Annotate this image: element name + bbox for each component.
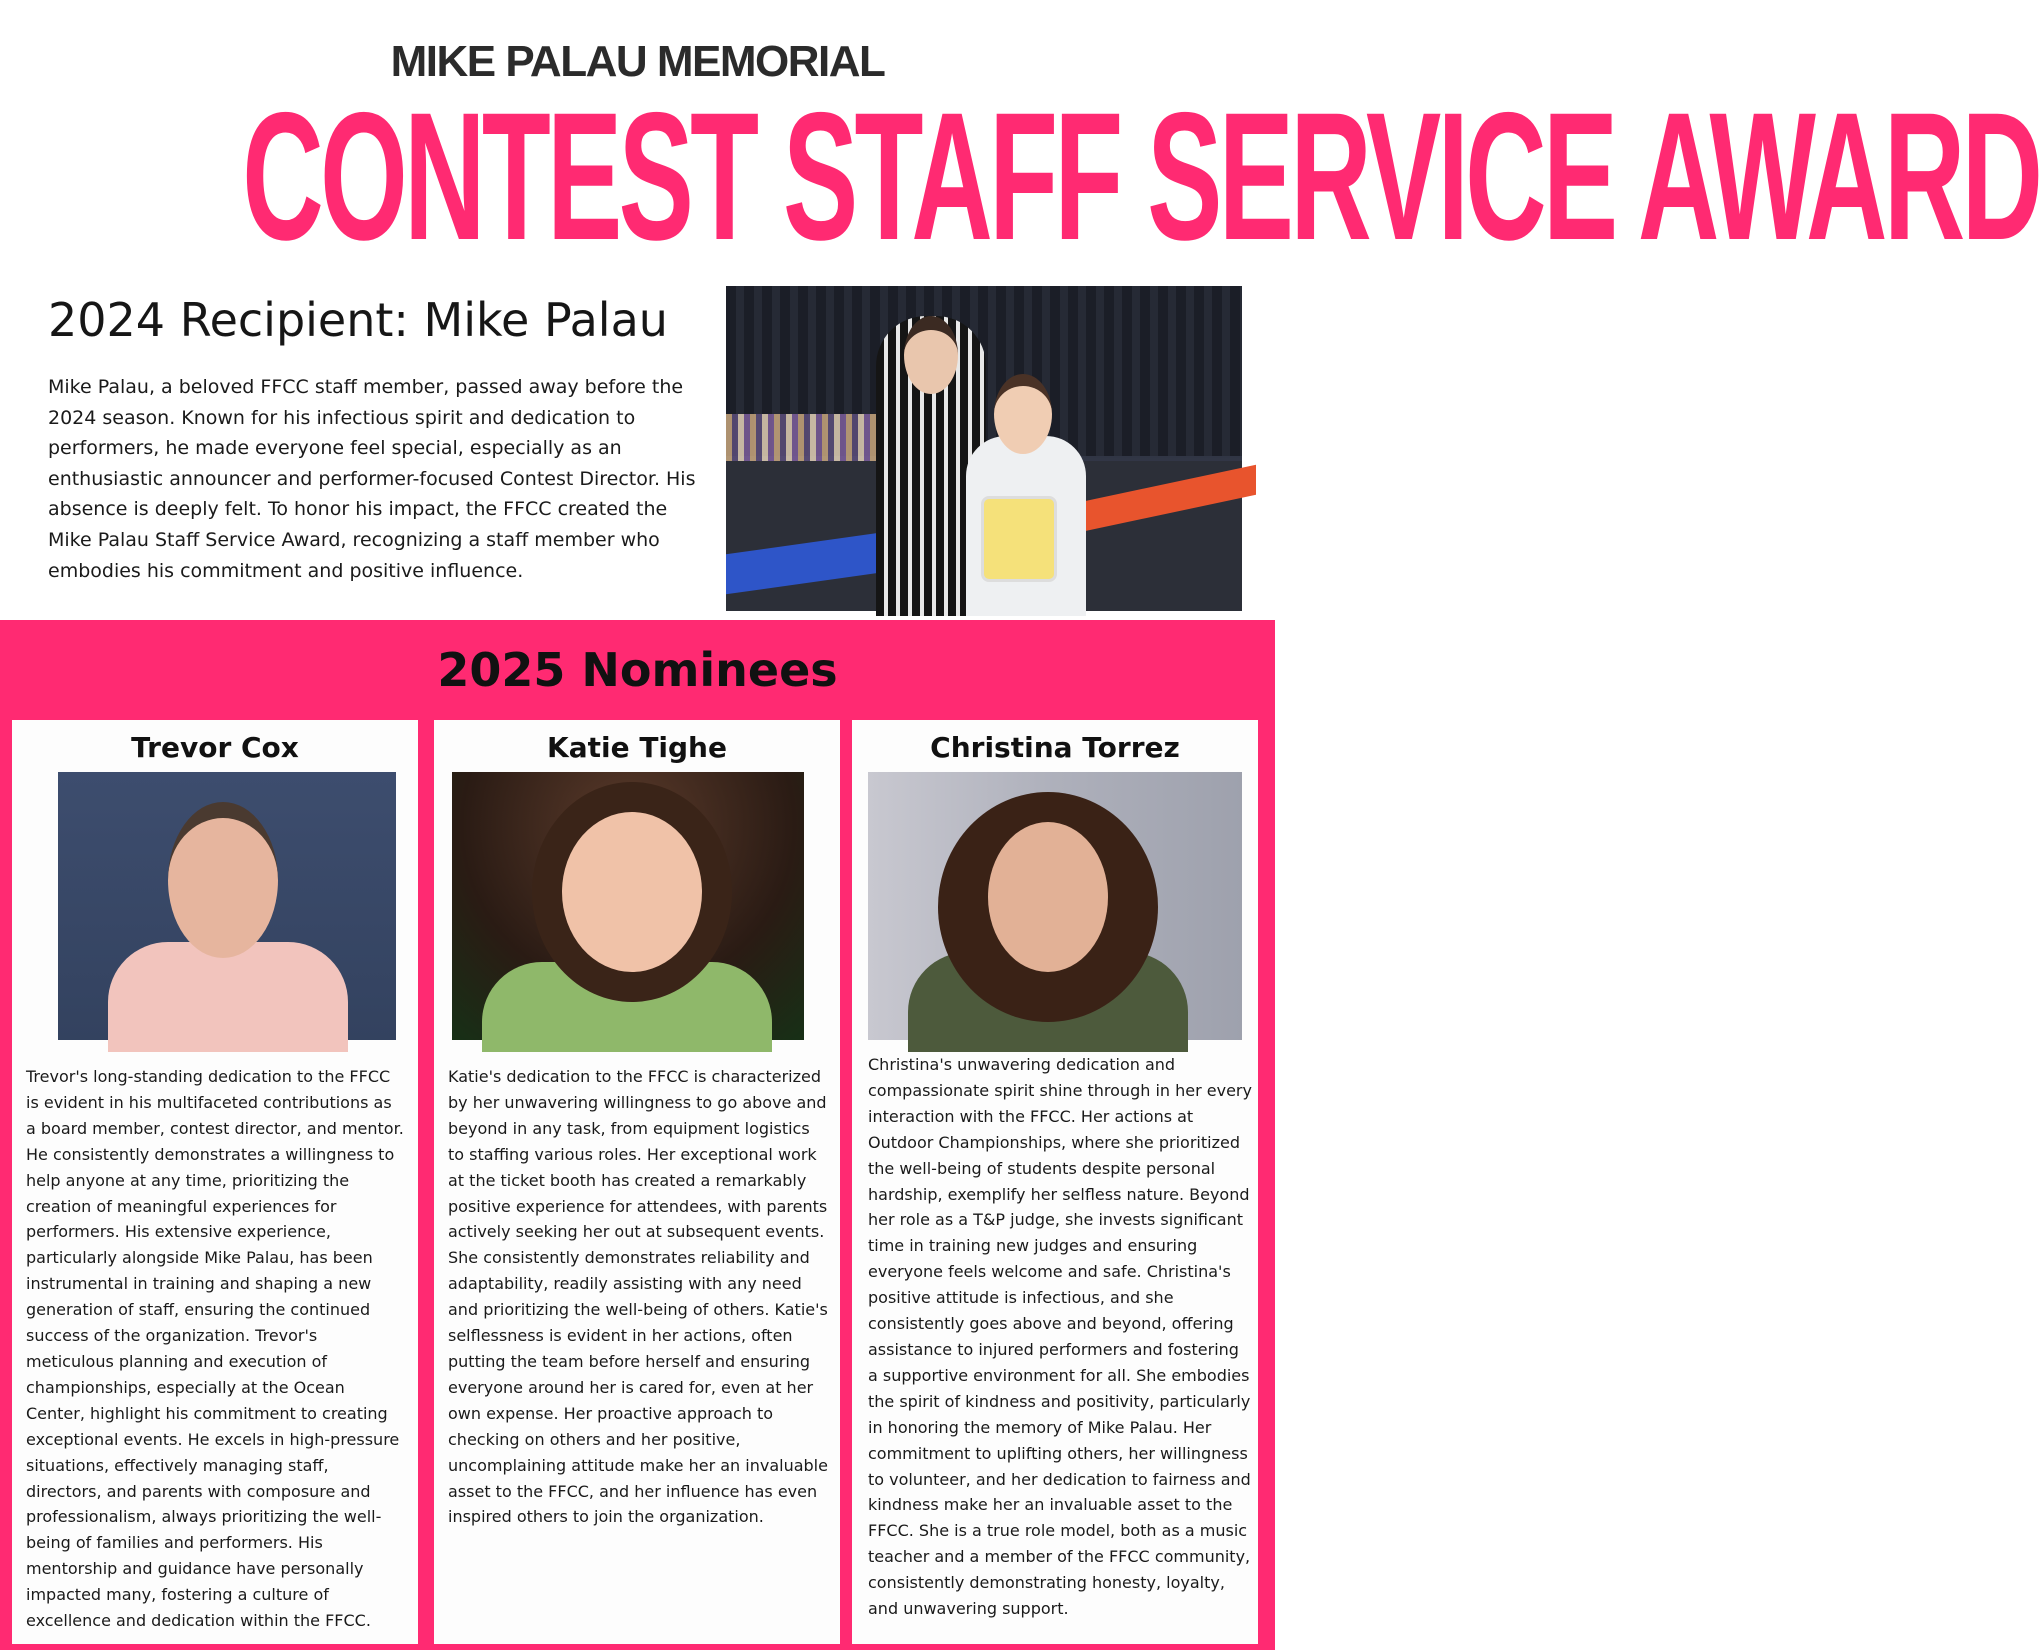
header-section: [0, 0, 2039, 620]
award-kicker: MIKE PALAU MEMORIAL: [390, 37, 885, 86]
recipient-description: Mike Palau, a beloved FFCC staff member, passed away before the 2024 season. Known for his infectious spirit and dedication to performers, he made everyone feel special, especially as an enthusiastic announcer and performer-focused Contest Director. His absence is deeply felt. To honor his impact, the FFCC created the Mike Palau Staff Service Award, recognizing a staff member who embodies his commitment and positive influence.: [48, 376, 696, 582]
photo-face: [562, 812, 702, 972]
nominee-card-trevor: [12, 720, 418, 1644]
nominee-card-christina: [852, 720, 1258, 1644]
nominee-name: Christina Torrez: [930, 731, 1180, 764]
nominee-photo: [868, 772, 1242, 1040]
nominee-photo: [58, 772, 396, 1040]
award-headline: CONTEST STAFF SERVICE AWARD: [242, 74, 2039, 278]
recipient-photo: [726, 286, 1242, 610]
nominee-description: Katie's dedication to the FFCC is characterized by her unwavering willingness to go above and beyond in any task, from equipment logistics to staffing various roles. Her exceptional work at the ticket booth has created a remarkably positive experience for attendees, with parents actively seeking her out at subsequent events. She consistently demonstrates reliability and adaptability, readily assisting with any need and prioritizing the well-being of others. Katie's selflessness is evident in her actions, often putting the team before herself and ensuring everyone around her is cared for, even at her own expense. Her proactive approach to checking on others and her positive, uncomplaining attitude make her an invaluable asset to the FFCC, and her influence has even inspired others to join the organization.: [448, 1067, 828, 1527]
nominee-description: Christina's unwavering dedication and compassionate spirit shine through in her every interaction with the FFCC. Her actions at Outdoor Championships, where she prioritized the well-being of students despite personal hardship, exemplify her selfless nature. Beyond her role as a T&P judge, she invests significant time in training new judges and ensuring everyone feels welcome and safe. Christina's positive attitude is infectious, and she consistently goes above and beyond, offering assistance to injured performers and fostering a supportive environment for all. She embodies the spirit of kindness and positivity, particularly in honoring the memory of Mike Palau. Her commitment to uplifting others, her willingness to volunteer, and her dedication to fairness and kindness make her an invaluable asset to the FFCC. She is a true role model, both as a music teacher and a member of the FFCC community, consistently demonstrating honesty, loyalty, and unwavering support.: [868, 1055, 1252, 1619]
photo-head-left: [904, 316, 958, 394]
nominee-name: Katie Tighe: [547, 731, 727, 764]
photo-award-plaque: [981, 496, 1057, 582]
photo-shirt: [108, 942, 348, 1052]
nominees-title: 2025 Nominees: [437, 643, 838, 697]
photo-head-right: [994, 374, 1052, 454]
nominee-name: Trevor Cox: [131, 731, 299, 764]
recipient-title: 2024 Recipient: Mike Palau: [48, 293, 668, 347]
nominee-description: Trevor's long-standing dedication to the FFCC is evident in his multifaceted contributions as a board member, contest director, and mentor. He consistently demonstrates a willingness to help anyone at any time, prioritizing the creation of meaningful experiences for performers. His extensive experience, particularly alongside Mike Palau, has been instrumental in training and shaping a new generation of staff, ensuring the continued success of the organization. Trevor's meticulous planning and execution of championships, especially at the Ocean Center, highlight his commitment to creating exceptional events. He excels in high-pressure situations, effectively managing staff, directors, and parents with composure and professionalism, always prioritizing the well-being of families and performers. His mentorship and guidance have personally impacted many, fostering a culture of excellence and dedication within the FFCC.: [26, 1067, 404, 1631]
photo-face: [168, 802, 278, 958]
photo-face: [988, 822, 1108, 972]
nominee-card-katie: [434, 720, 840, 1644]
nominee-photo: [452, 772, 804, 1040]
